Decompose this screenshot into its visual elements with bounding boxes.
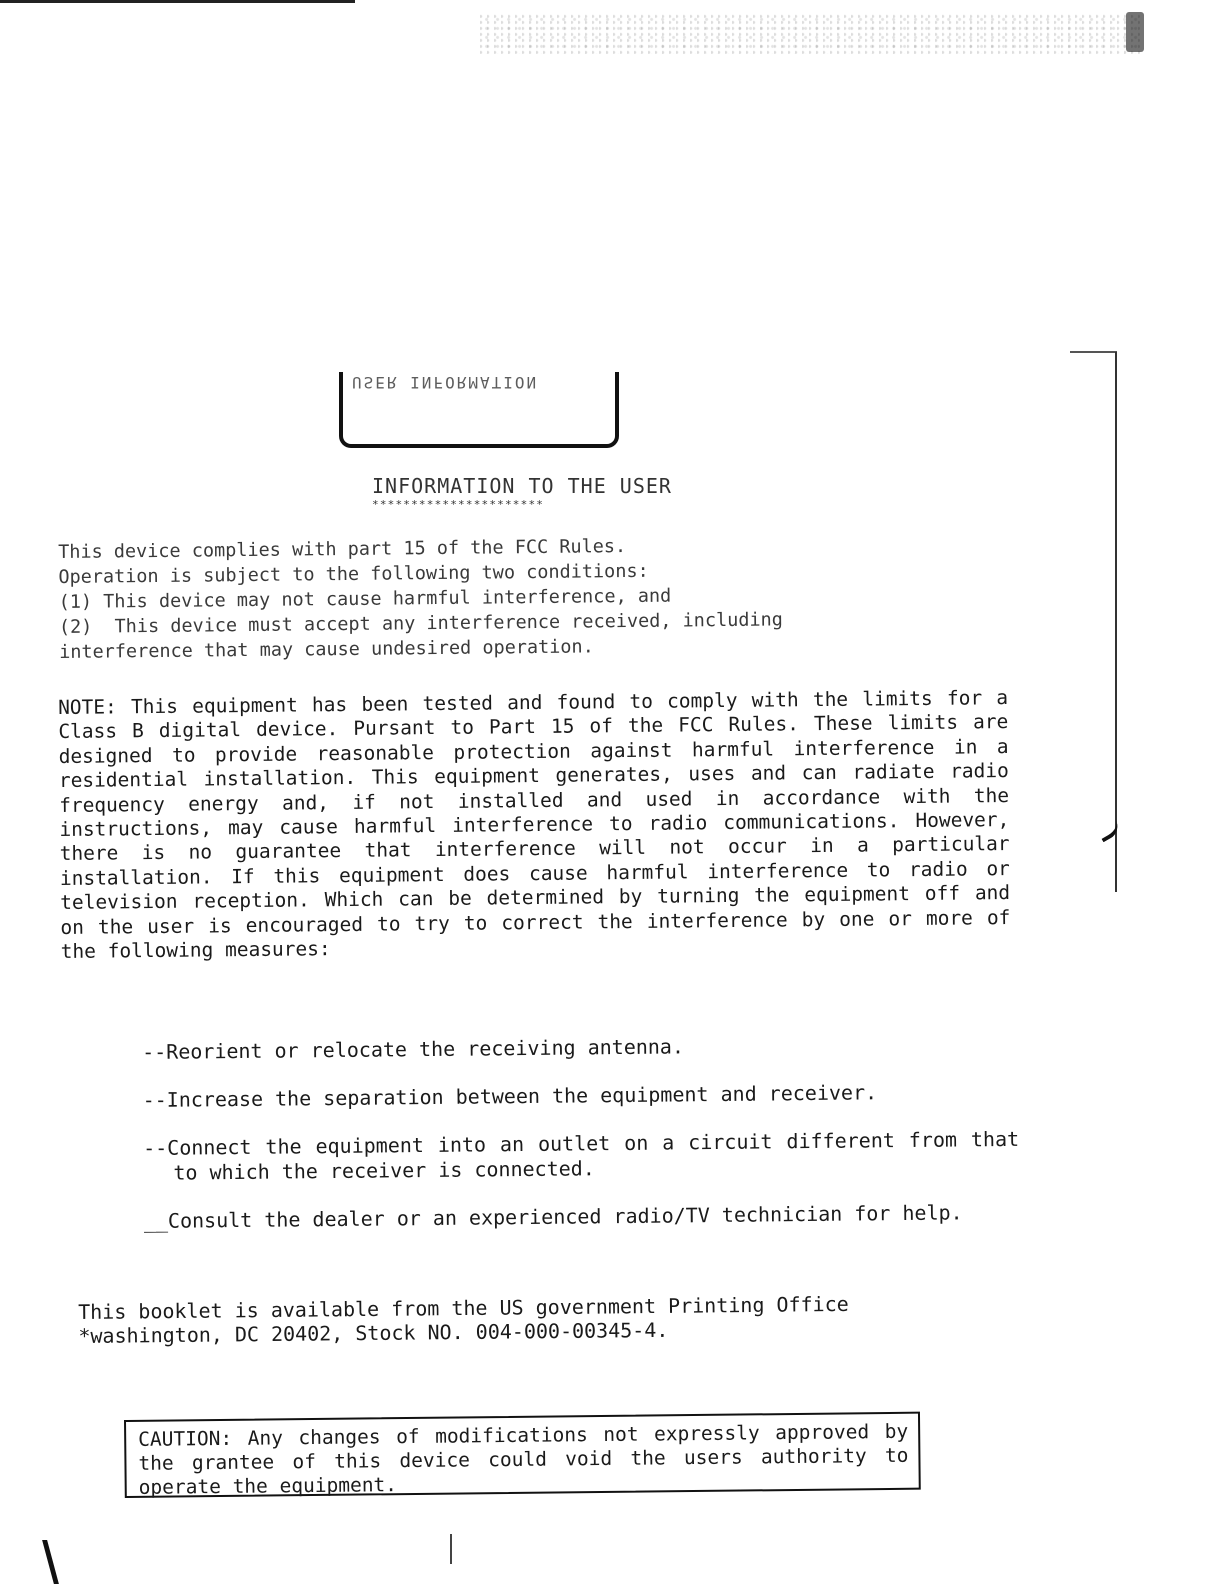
scan-edge-line [0,0,355,3]
list-item: --Increase the separation between the equipment and receiver. [142,1080,878,1112]
condition-line: (1) This device may not cause harmful interference, and [58,585,672,613]
booklet-info: This booklet is available from the US government Printing Office *washington, DC 20402, Stock NO. 004-000-00345-4. [78,1291,849,1348]
note-section [58,686,1011,964]
page-title: INFORMATION TO THE USER [372,474,672,498]
note-paragraph: NOTE: This equipment has been tested and found to comply with the limits for a Class B digital device. Pursant to Part 15 of the FCC Rules. These limits are designed to provide reasonable protection against harmful interference in a residential installation. This equipment generates, uses and can radiate radio frequency energy and, if not installed and used in accordance with the instructions, may cause harmful interference to radio communications. However, there is no guarantee that interference will not occur in a particular installation. If this equipment does cause harmful interference to radio or television reception. Which can be determined by turning the equipment off and on the user is encouraged to try to correct the interference by one or more of the following measures: [58,686,1011,964]
condition-line: (2) This device must accept any interference received, including [58,609,783,638]
caution-text: CAUTION: Any changes of modifications not expressly approved by the grantee of this device could void the users authority to operate the equipment. [138,1419,909,1499]
list-item: --Connect the equipment into an outlet on a circuit different from that to which the receiver is connected. [143,1126,1020,1185]
title-underline: ********************** [372,498,545,511]
margin-rule [1115,352,1117,892]
tab-label: USER INFORMATION [352,373,539,392]
margin-rule-top [1070,351,1117,353]
scan-corner-mark [1126,12,1144,52]
condition-line: Operation is subject to the following two conditions: [58,560,649,588]
scan-bottom-mark [42,1540,77,1584]
caution-box [124,1412,921,1498]
scan-bottom-tick [450,1534,452,1564]
list-item: __Consult the dealer or an experienced radio/TV technician for help. [143,1200,963,1233]
list-item: --Reorient or relocate the receiving antenna. [142,1034,685,1064]
condition-line: interference that may cause undesired operation. [59,636,594,663]
scan-noise [480,14,1140,54]
measures-list [142,1031,1020,1257]
condition-line: This device complies with part 15 of the FCC Rules. [58,536,627,563]
check-mark [1095,818,1122,843]
fcc-conditions [58,532,783,665]
